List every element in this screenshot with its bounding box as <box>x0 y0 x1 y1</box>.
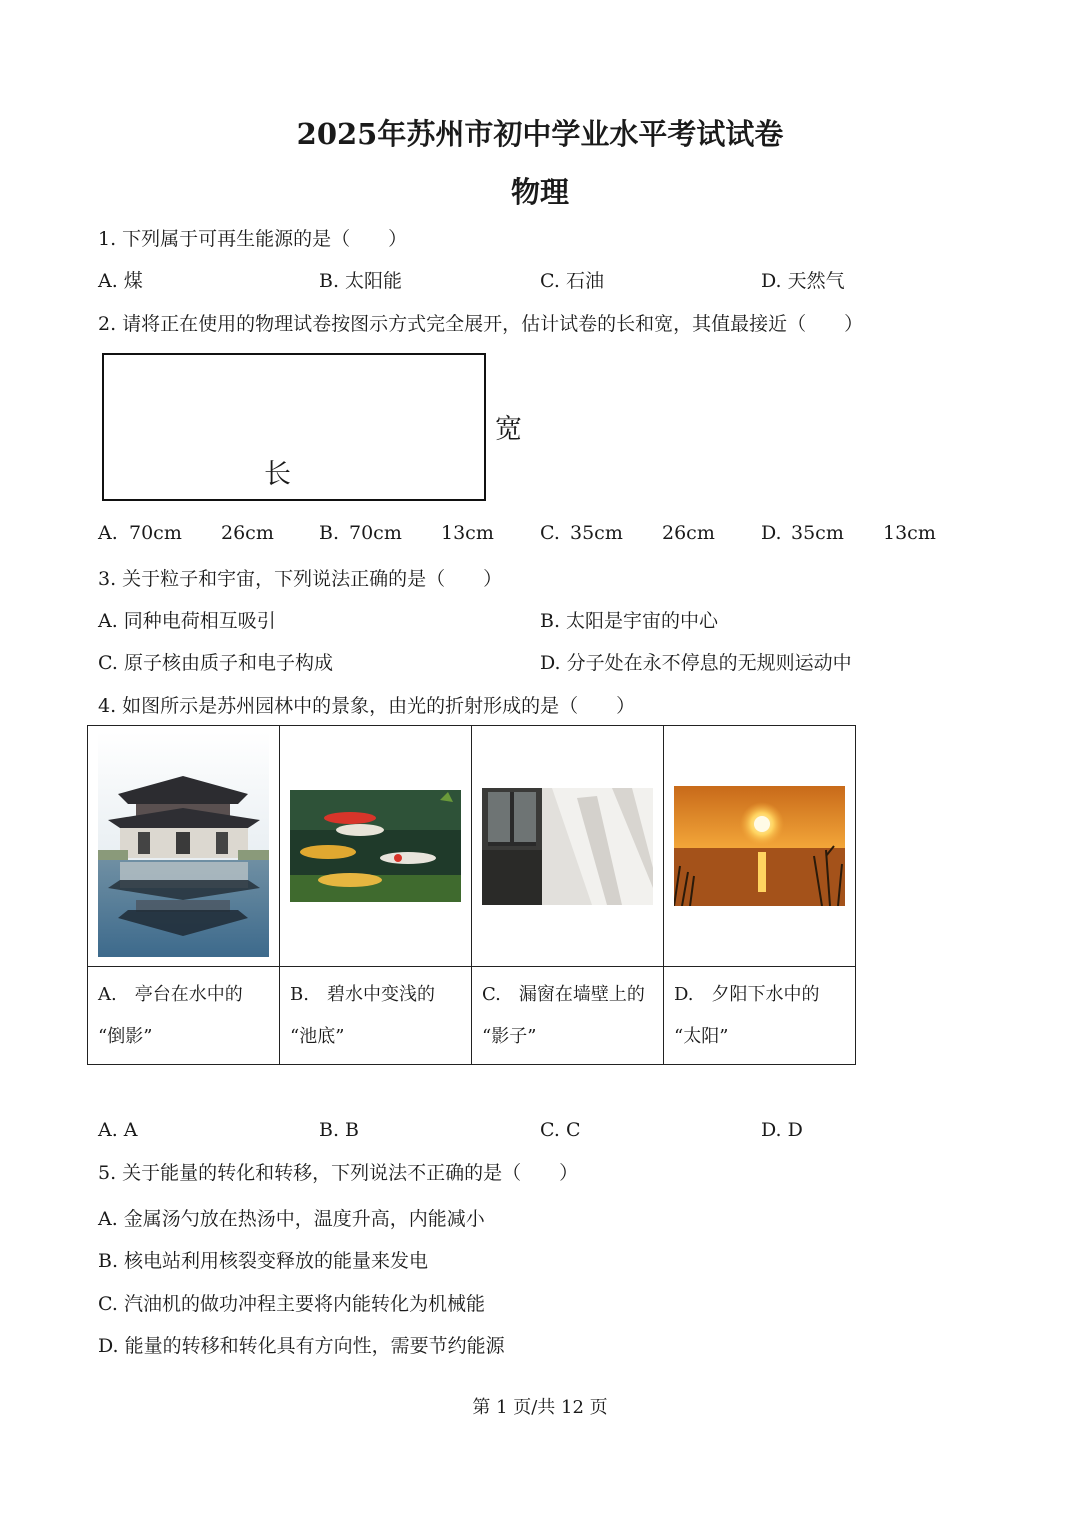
q4-caption-b-line2: “池底” <box>290 1025 345 1047</box>
q4-caption-d-line2: “太阳” <box>674 1025 729 1047</box>
q4-caption-c <box>472 967 664 1065</box>
q4-caption-c-line2: “影子” <box>482 1025 537 1047</box>
sunset-water-image <box>674 786 845 906</box>
q4-option-c: C. C <box>540 1119 581 1141</box>
q4-option-b: B. B <box>319 1119 360 1141</box>
q2-option-b-length: 70cm <box>349 522 402 544</box>
q2-option-c-letter: C. <box>540 522 560 544</box>
q1-option-c: C. 石油 <box>540 270 604 292</box>
q4-caption-b-line1: B. 碧水中变浅的 <box>290 983 435 1005</box>
q5-option-a: A. 金属汤勺放在热汤中，温度升高，内能减小 <box>98 1208 485 1230</box>
q3-option-a: A. 同种电荷相互吸引 <box>98 610 276 632</box>
q4-caption-c-line1: C. 漏窗在墙壁上的 <box>482 983 645 1005</box>
q2-option-c-length: 35cm <box>570 522 623 544</box>
exam-subject: 物理 <box>510 175 569 209</box>
q4-image-cell-b <box>280 726 472 967</box>
q4-option-d: D. D <box>761 1119 803 1141</box>
length-label: 长 <box>264 459 291 490</box>
q3-option-d: D. 分子处在永不停息的无规则运动中 <box>540 652 852 674</box>
q5-option-c: C. 汽油机的做功冲程主要将内能转化为机械能 <box>98 1293 485 1315</box>
q1-option-b: B. 太阳能 <box>319 270 403 292</box>
q4-image-cell-c <box>472 726 664 967</box>
page-number: 第 1 页/共 12 页 <box>472 1397 608 1418</box>
paper-diagram-rectangle <box>102 353 486 501</box>
q5-option-d: D. 能量的转移和转化具有方向性，需要节约能源 <box>98 1335 505 1357</box>
window-shadow-image <box>482 788 653 905</box>
q1-option-d: D. 天然气 <box>761 270 845 292</box>
q4-caption-b <box>280 967 472 1065</box>
width-label: 宽 <box>495 414 522 445</box>
q2-option-c-width: 26cm <box>662 522 715 544</box>
q2-option-d-length: 35cm <box>791 522 844 544</box>
q1-stem: 1. 下列属于可再生能源的是（ ） <box>98 228 408 250</box>
q2-option-d-width: 13cm <box>883 522 936 544</box>
q4-caption-a-line1: A. 亭台在水中的 <box>98 983 243 1005</box>
q2-option-d-letter: D. <box>761 522 782 544</box>
q2-option-a-letter: A. <box>98 522 118 544</box>
exam-title: 2025年苏州市初中学业水平考试试卷 <box>296 117 784 151</box>
q4-image-cell-d <box>664 726 856 967</box>
q2-option-a-length: 70cm <box>129 522 182 544</box>
pavilion-reflection-image <box>98 732 269 957</box>
q4-image-cell-a <box>88 726 280 967</box>
q4-caption-a-line2: “倒影” <box>98 1025 153 1047</box>
q4-caption-a <box>88 967 280 1065</box>
q3-stem: 3. 关于粒子和宇宙，下列说法正确的是（ ） <box>98 568 503 590</box>
q3-option-b: B. 太阳是宇宙的中心 <box>540 610 719 632</box>
q4-caption-d-line1: D. 夕阳下水中的 <box>674 983 820 1005</box>
q4-figure-table <box>87 725 856 1065</box>
koi-pond-image <box>290 790 461 902</box>
q3-option-c: C. 原子核由质子和电子构成 <box>98 652 333 674</box>
q4-option-a: A. A <box>98 1119 138 1141</box>
q2-stem: 2. 请将正在使用的物理试卷按图示方式完全展开，估计试卷的长和宽，其值最接近（ ） <box>98 313 864 335</box>
q2-option-a-width: 26cm <box>221 522 274 544</box>
q5-option-b: B. 核电站利用核裂变释放的能量来发电 <box>98 1250 429 1272</box>
q4-stem: 4. 如图所示是苏州园林中的景象，由光的折射形成的是（ ） <box>98 695 636 717</box>
q1-option-a: A. 煤 <box>98 270 143 292</box>
q5-stem: 5. 关于能量的转化和转移，下列说法不正确的是（ ） <box>98 1162 579 1184</box>
q2-option-b-letter: B. <box>319 522 340 544</box>
q2-option-b-width: 13cm <box>441 522 494 544</box>
q4-caption-d <box>664 967 856 1065</box>
